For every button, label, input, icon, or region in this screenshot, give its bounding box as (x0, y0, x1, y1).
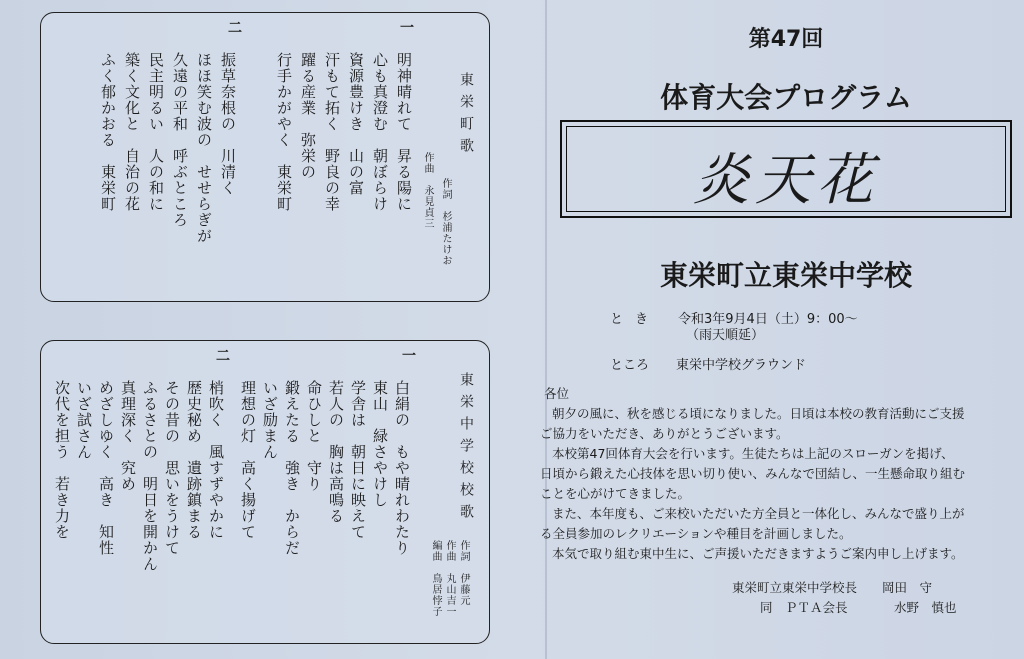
invitation-letter (540, 384, 1000, 564)
town-song-verse2-line: 築く文化と 自治の花 (123, 52, 141, 212)
principal-name: 岡田 守 (882, 580, 933, 595)
edition-heading: 第47回 (748, 27, 824, 52)
school-song-arranger: 編曲 鳥居悖子 (430, 540, 441, 617)
town-song-verse1-line: 明神晴れて 昇る陽に (395, 52, 413, 212)
town-song-verse2-line: ふく郁かおる 東栄町 (99, 52, 117, 212)
school-song-verse2-line: 真理深く 究め (119, 380, 137, 492)
school-song-verse1-line: 学舎は 朝日に映えて (349, 380, 367, 540)
letter-line: 本校第47回体育大会を行います。生徒たちは上記のスローガンを掲げ、 (552, 446, 954, 461)
school-song-verse2-line: 次代を担う 若き力を (53, 380, 71, 540)
town-song-verse2-line: 民主明るい 人の和に (147, 52, 165, 212)
school-name: 東栄町立東栄中学校 (659, 259, 912, 292)
event-title: 体育大会プログラム (660, 81, 912, 114)
cover-page (540, 0, 1024, 659)
school-song-verse2-line: 梢吹く 風すずやかに (207, 380, 225, 540)
school-song-verse2-line: 歴史秘め 遺跡鎮まる (185, 380, 203, 540)
date-value: 令和3年9月4日（土）9：00〜 (678, 312, 858, 327)
date-label: とき (610, 312, 661, 327)
school-song-verse1-line: 理想の灯 高く揚げて (239, 380, 257, 540)
slogan-frame (560, 120, 1012, 218)
letter-line: 朝夕の風に、秋を感じる頃になりました。日頃は本校の教育活動にご支援 (552, 406, 965, 421)
letter-line: ご協力をいただき、ありがとうございます。 (540, 426, 789, 441)
town-song-title: 東栄町歌 (458, 72, 474, 160)
pta-title: 同 ＰＴＡ会長 (760, 600, 848, 615)
school-song-title: 東栄中学校校歌 (458, 372, 474, 526)
town-song-lyricist: 作詞 杉浦たけお (440, 178, 451, 266)
town-song-verse1-line: 心も真澄む 朝ぼらけ (371, 52, 389, 212)
school-song-composer: 作曲 丸山吉一 (444, 540, 455, 617)
school-song-verse2-line: ふるさとの 明日を開かん (141, 380, 159, 572)
school-song-verse1-number: 一 (400, 348, 416, 362)
date-note: （雨天順延） (686, 328, 765, 343)
school-song-verse2-line: その昔の 思いをうけて (163, 380, 181, 556)
school-song-verse1-line: いざ励まん (261, 380, 279, 460)
venue-label: ところ (610, 358, 650, 373)
school-song-lyricist: 作詞 伊藤元 (458, 540, 469, 606)
school-song-verse1-line: 鍛えたる 強き からだ (283, 380, 301, 556)
town-song-verse1-line: 汗もて拓く 野良の幸 (323, 52, 341, 212)
town-song-verse2-line: 久遠の平和 呼ぶところ (171, 52, 189, 228)
school-song-verse1-line: 若人の 胸は高鳴る (327, 380, 345, 524)
principal-title: 東栄町立東栄中学校長 (732, 580, 858, 595)
town-song-verse1-number: 一 (398, 20, 414, 34)
school-song-verse1-line: 東山 緑さやけし (371, 380, 389, 508)
town-song-verse2-line: 振草奈根の 川清く (219, 52, 237, 196)
town-song-verse1-line: 資源豊けき 山の富 (347, 52, 365, 196)
greeting: 各位 (544, 386, 570, 401)
town-song-verse2-number: 二 (226, 20, 242, 34)
letter-line: 本気で取り組む東中生に、ご声援いただきますようご案内申し上げます。 (552, 546, 964, 561)
school-song-verse2-line: めざしゆく 高き 知性 (97, 380, 115, 556)
town-song-verse1-line: 行手かがやく 東栄町 (275, 52, 293, 212)
school-song-verse1-line: 命ひしと 守り (305, 380, 323, 492)
town-song-composer: 作曲 永見貞三 (422, 152, 433, 229)
letter-line: ことを心がけてきました。 (540, 486, 691, 501)
letter-line: また、本年度も、ご来校いただいた方全員と一体化し、みんなで盛り上が (552, 506, 965, 521)
letter-line: 日頃から鍛えた心技体を思い切り使い、みんなで団結し、一生懸命取り組む (540, 466, 966, 481)
school-song-verse2-number: 二 (214, 348, 230, 362)
slogan-text: 炎天花 (693, 148, 879, 213)
school-song-verse2-line: いざ試さん (75, 380, 93, 460)
letter-line: る全員参加のレクリエーションや種目を計画しました。 (540, 526, 852, 541)
pta-name: 水野 慎也 (894, 600, 957, 615)
town-song-verse1-line: 躍る産業 弥栄の (299, 52, 317, 180)
town-song-verse2-line: ほほ笑む波の せせらぎが (195, 52, 213, 244)
school-song-verse1-line: 白絹の もや晴れわたり (393, 380, 411, 556)
venue-value: 東栄中学校グラウンド (676, 358, 807, 373)
